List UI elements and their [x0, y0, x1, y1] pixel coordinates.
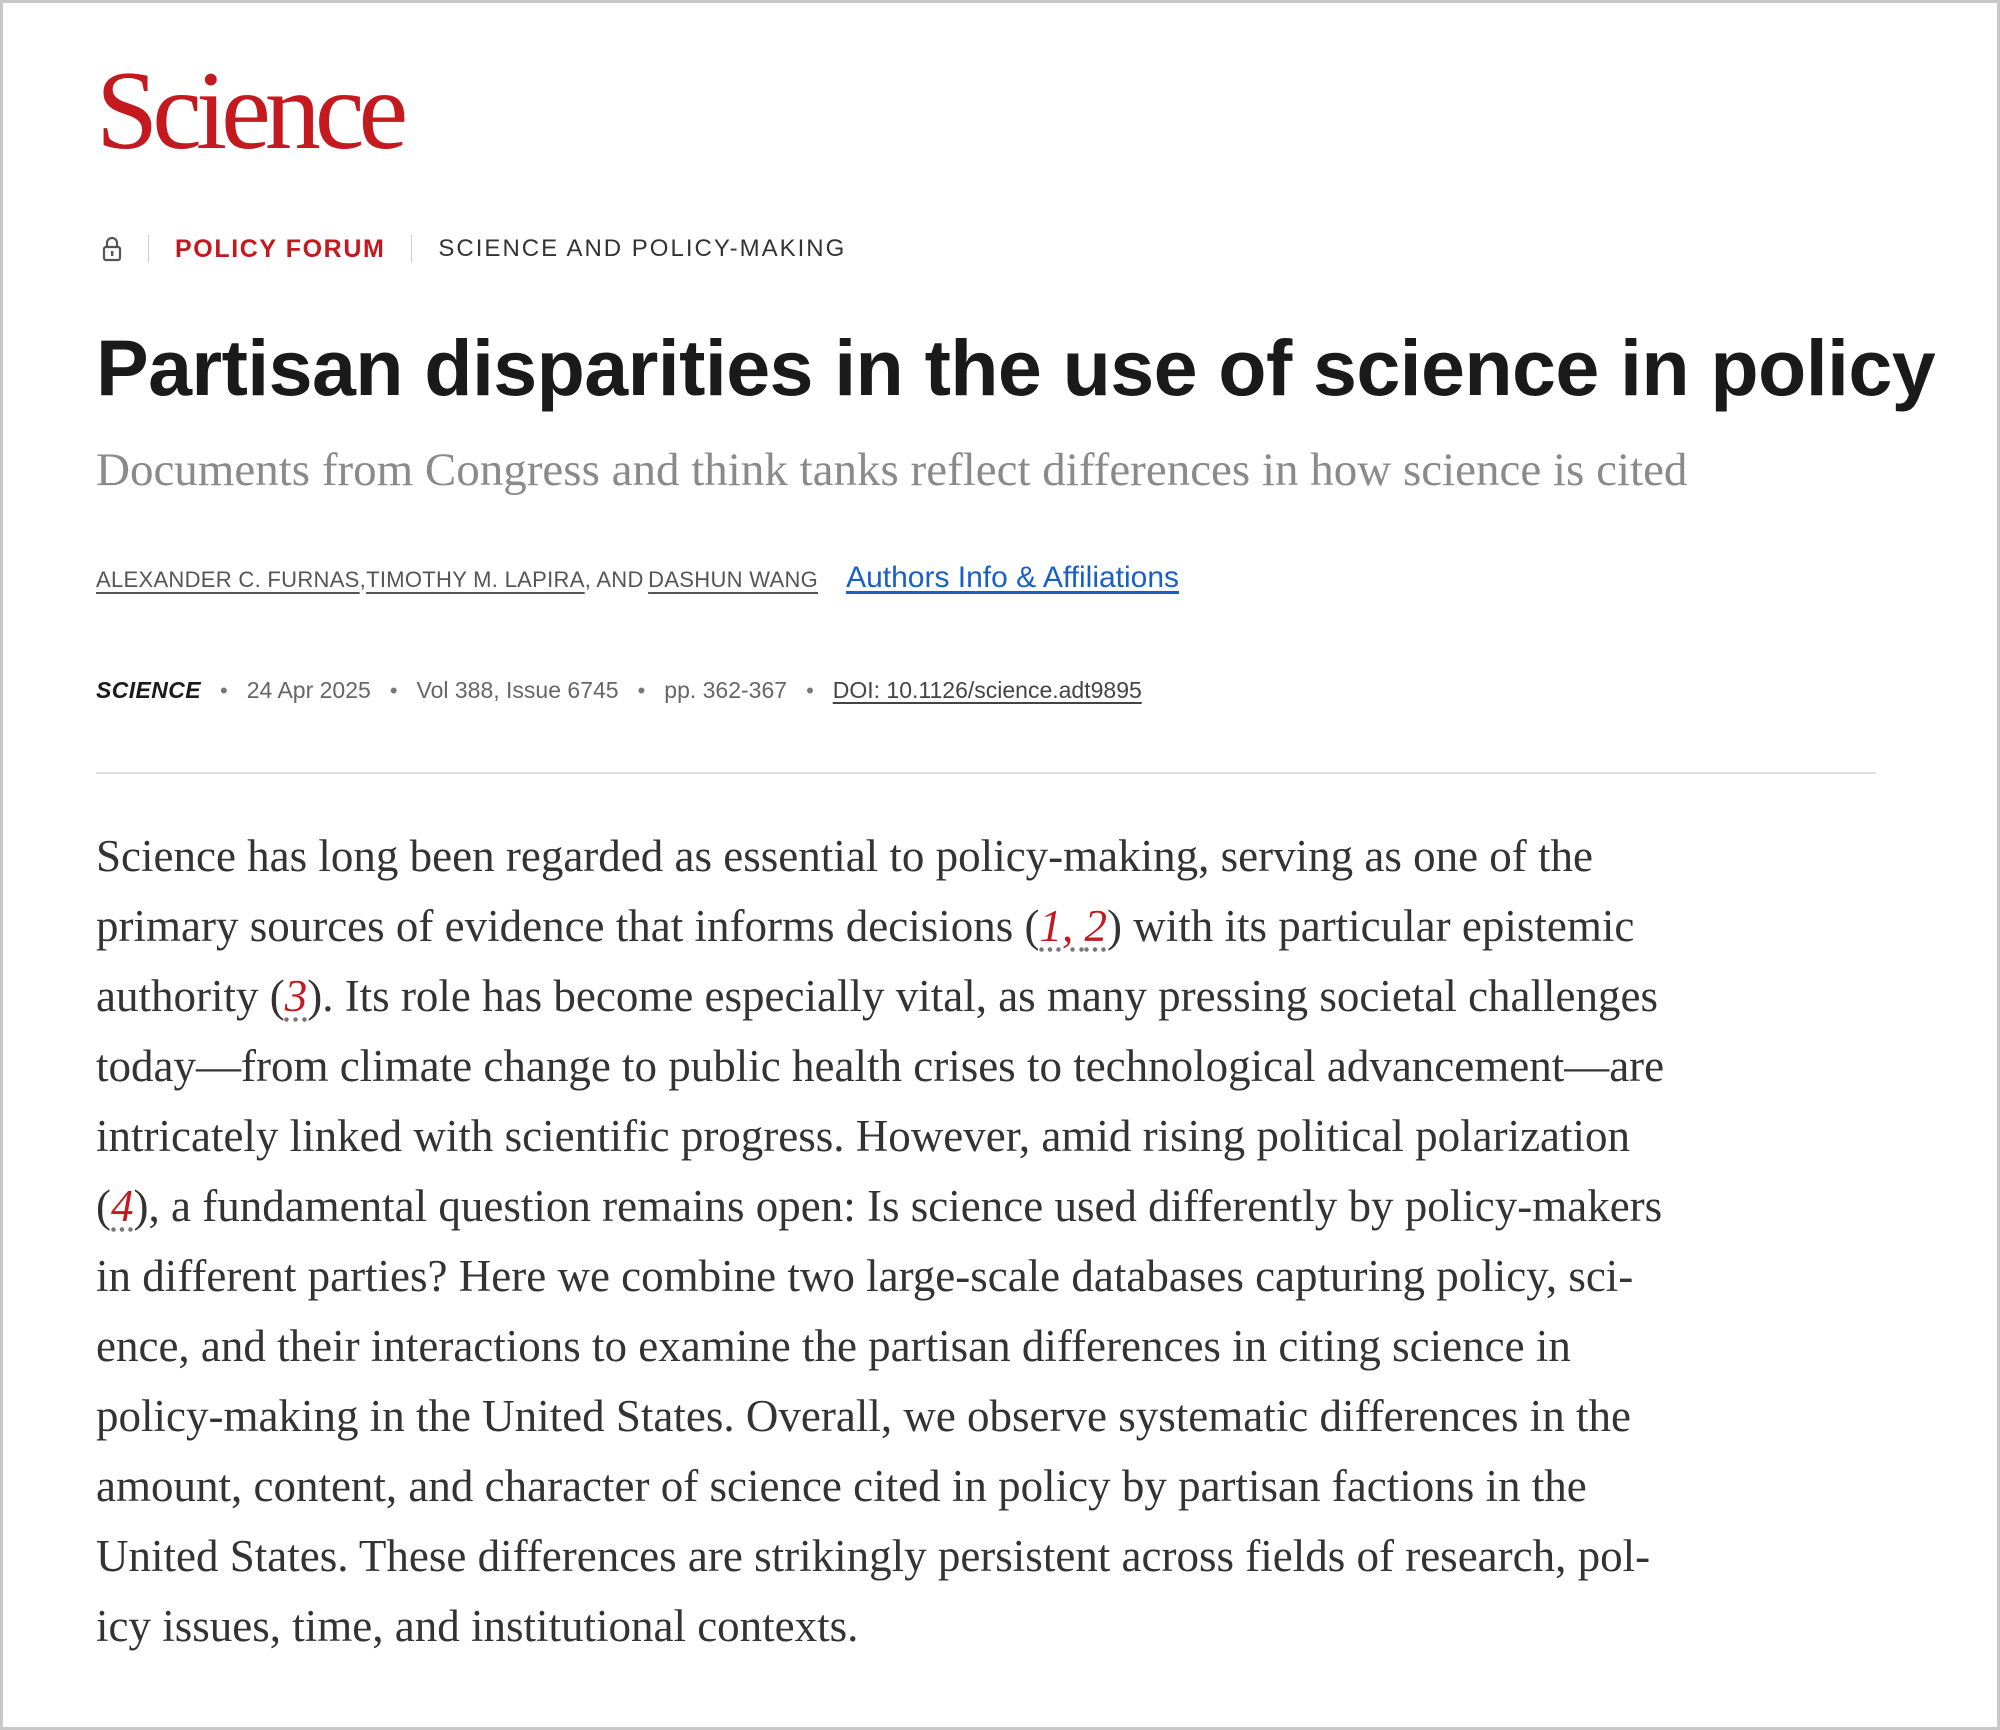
reference-link[interactable]: 4 — [111, 1181, 134, 1231]
author-link[interactable]: TIMOTHY M. LAPIRA — [366, 567, 585, 592]
article-title: Partisan disparities in the use of science in policy — [96, 323, 1936, 412]
author-separator: , — [359, 567, 367, 592]
meta-separator: • — [637, 677, 646, 703]
body-line — [96, 961, 1896, 1031]
body-text-segment: ( — [96, 1181, 111, 1231]
author-link[interactable]: ALEXANDER C. FURNAS — [96, 567, 360, 592]
reference-separator: , — [1061, 901, 1085, 951]
body-line: amount, content, and character of science cited in policy by partisan factions in the — [96, 1461, 1587, 1511]
body-line: intricately linked with scientific progress. However, amid rising political polarization — [96, 1111, 1631, 1161]
page-range: pp. 362-367 — [664, 677, 788, 703]
authors-row — [96, 561, 1179, 595]
body-line: policy-making in the United States. Overall, we observe systematic differences in the — [96, 1391, 1631, 1441]
body-line: icy issues, time, and institutional contexts. — [96, 1601, 859, 1651]
author-separator: , AND — [584, 567, 644, 592]
reference-link[interactable]: 1 — [1039, 901, 1062, 951]
body-line: Science has long been regarded as essential to policy-making, serving as one of the — [96, 831, 1594, 881]
body-text-segment: ) with its particular epistemic — [1106, 901, 1635, 951]
volume-issue: Vol 388, Issue 6745 — [416, 677, 619, 703]
journal-name[interactable]: SCIENCE — [96, 677, 202, 703]
lock-icon — [102, 236, 122, 262]
body-text-segment: authority ( — [96, 971, 285, 1021]
section-divider — [148, 235, 149, 263]
section-category-link[interactable]: POLICY FORUM — [175, 234, 386, 263]
body-line: today—from climate change to public health crises to technological advancement—are — [96, 1041, 1665, 1091]
body-line — [96, 891, 1896, 961]
meta-separator: • — [389, 677, 398, 703]
section-header — [102, 231, 846, 267]
authors-info-affiliations-link[interactable]: Authors Info & Affiliations — [846, 561, 1180, 594]
section-divider — [411, 235, 412, 263]
publication-meta — [96, 677, 1142, 704]
body-line — [96, 1171, 1896, 1241]
publication-date: 24 Apr 2025 — [246, 677, 371, 703]
meta-separator: • — [220, 677, 228, 703]
reference-link[interactable]: 3 — [284, 971, 308, 1021]
body-line: ence, and their interactions to examine the partisan differences in citing science in — [96, 1321, 1571, 1371]
body-line: in different parties? Here we combine two large-scale databases capturing policy, sci- — [96, 1251, 1634, 1301]
author-link[interactable]: DASHUN WANG — [648, 567, 819, 592]
body-text-segment: ). Its role has become especially vital, as many pressing societal challenges — [307, 971, 1658, 1021]
body-text-segment: ), a fundamental question remains open: Is science used differently by policy-makers — [133, 1181, 1663, 1231]
article-subtitle: Documents from Congress and think tanks reflect differences in how science is cited — [96, 444, 1688, 496]
section-subcategory-link[interactable]: SCIENCE AND POLICY-MAKING — [438, 235, 847, 262]
doi-link[interactable]: DOI: 10.1126/science.adt9895 — [832, 677, 1142, 703]
reference-link[interactable]: 2 — [1084, 901, 1107, 951]
body-line: United States. These differences are strikingly persistent across fields of research, pol- — [96, 1531, 1651, 1581]
section-divider-rule — [96, 772, 1876, 774]
article-body — [96, 821, 1896, 1661]
science-logo[interactable]: Science — [96, 49, 403, 173]
body-text-segment: primary sources of evidence that informs decisions ( — [96, 901, 1040, 951]
meta-separator: • — [806, 677, 814, 703]
